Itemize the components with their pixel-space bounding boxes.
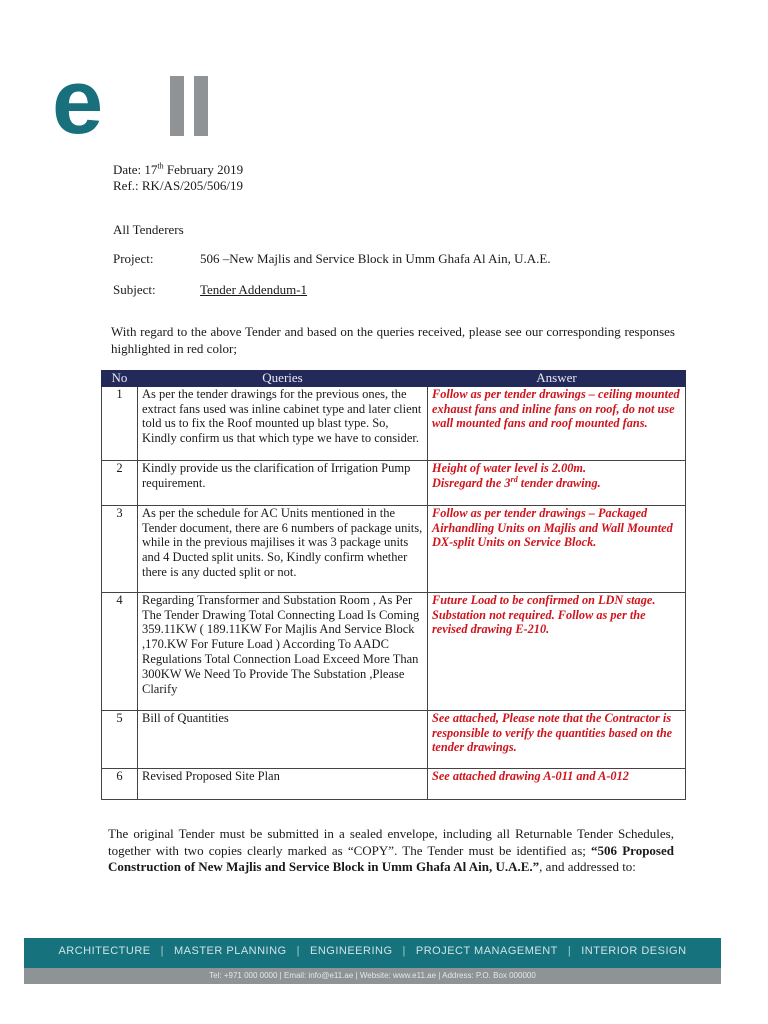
footer-service-interior-design: INTERIOR DESIGN <box>581 945 687 957</box>
table-row <box>102 505 686 592</box>
table-row <box>102 710 686 768</box>
letter-reference: Ref.: RK/AS/205/506/19 <box>113 178 244 193</box>
row-number: 5 <box>102 710 138 768</box>
letter-meta <box>113 162 243 194</box>
footer-banner <box>24 938 721 969</box>
footer-service-engineering: ENGINEERING <box>309 945 393 957</box>
addressee: All Tenderers <box>113 222 184 237</box>
footer-services <box>24 945 721 957</box>
project-label: Project: <box>113 251 154 266</box>
answer-cell: See attached, Please note that the Contractor is responsible to verify the quantities based on the tender drawings. <box>428 710 686 768</box>
table-header-row <box>102 371 686 387</box>
query-cell: As per the schedule for AC Units mentioned in the Tender document, there are 6 numbers of package units, while in the previous majilises it was 3 package units and 4 Ducted split units. So, Kindly confirm whether there is any ducted split or not. <box>138 505 428 592</box>
header-queries: Queries <box>138 371 428 387</box>
answer-cell: Height of water level is 2.00m. Disregard the 3rd tender drawing. <box>428 460 686 505</box>
letter-page: e Date: 17th February 2019 Ref.: RK/AS/205/506/19 All Tenderers Project: 506 –New Majlis and Service Block in Umm Ghafa Al Ain, U.A.E. Subject: Tender Addendum-1 With regard to the above Tender and based on the queries received, please see our corresponding responses highlighted in red color; No Queries Answer 1 As per the tender drawings for the previous ones, the extract fans used was inline cabinet type and later client told us to fix the Roof mounted up blast type. So, Kindly confirm us that which type we have to consider. Follow as per tender drawings – ceiling mounted exhaust fans and inline fans on roof, do not use wall mounted fans and roof mounted fans. 2 Kindly provide us the clarification of Irrigation Pump requirement. Height of water level is 2.00m. Disregard the 3rd tender drawing. 3 As per the schedule for AC Units mentioned in the Tender document, there are 6 numbers of package units, while in the previous majilises it was 3 package units and 4 Ducted split units. So, Kindly confirm whether there is any ducted split or not. Follow as per tender drawings – Packaged Airhandling Units on Majlis and Wall Mounted DX-split Units on Service Block. 4 Regarding Transformer and Substation Room , As Per The Tender Drawing Total Connecting Load Is Coming 359.11KW ( 189.11KW For Majlis And Service Block ,170.KW For Future Load ) According To AADC Regulations Total Connection Load Exceed More Than 300KW We Need To Provide The Substation ,Please Clarify Future Load to be confirmed on LDN stage. Substation not required. Follow as per the revised drawing E-210. 5 Bill of Quantities See attached, Please note that the Contractor is responsible to verify the quantities based on the tender drawings. 6 Revised Proposed Site Plan See attached drawing A-011 and A-012 The original Tender must be submitted in a sealed envelope, including all Returnable Tender Schedules, together with two copies clearly marked as “COPY”. The Tender must be identified as; “506 Proposed Construction of New Majlis and Service Block in Umm Ghafa Al Ain, U.A.E.”, and addressed to: ARCHITECTURE | MASTER PLANNING | ENGINEERING | PROJECT MANAGEMENT | INTERIOR DESIGN Tel: +971 000 0000 | Email: info@e11.ae | Website: www.e11.ae | Address: P.O. Box 000000 <box>0 0 768 1024</box>
closing-paragraph: The original Tender must be submitted in a sealed envelope, including all Returnable Tender Schedules, together with two copies clearly marked as “COPY”. The Tender must be identified as; “506 Proposed Construction of New Majlis and Service Block in Umm Ghafa Al Ain, U.A.E.”, and addressed to: <box>108 826 674 874</box>
query-cell: Regarding Transformer and Substation Room , As Per The Tender Drawing Total Connecting Load Is Coming 359.11KW ( 189.11KW For Majlis And Service Block ,170.KW For Future Load ) According To AADC Regulations Total Connection Load Exceed More Than 300KW We Need To Provide The Substation ,Please Clarify <box>138 592 428 710</box>
intro-paragraph: With regard to the above Tender and based on the queries received, please see our corresponding responses highlighted in red color; <box>111 324 675 356</box>
subject-label: Subject: <box>113 282 156 297</box>
footer-separator: | <box>402 945 406 957</box>
answer-cell: Follow as per tender drawings – ceiling mounted exhaust fans and inline fans on roof, do not use wall mounted fans and roof mounted fans. <box>428 386 686 460</box>
row-number: 6 <box>102 768 138 799</box>
project-value: 506 –New Majlis and Service Block in Umm Ghafa Al Ain, U.A.E. <box>200 251 551 266</box>
query-cell: Revised Proposed Site Plan <box>138 768 428 799</box>
subject-value: Tender Addendum-1 <box>200 282 308 297</box>
row-number: 4 <box>102 592 138 710</box>
table-row <box>102 768 686 799</box>
answer-cell: Future Load to be confirmed on LDN stage. Substation not required. Follow as per the revised drawing E-210. <box>428 592 686 710</box>
footer-contact-strip: Tel: +971 000 0000 | Email: info@e11.ae | Website: www.e11.ae | Address: P.O. Box 000000 <box>24 968 721 984</box>
row-number: 2 <box>102 460 138 505</box>
table-row <box>102 460 686 505</box>
query-cell: Kindly provide us the clarification of Irrigation Pump requirement. <box>138 460 428 505</box>
footer-service-master-planning: MASTER PLANNING <box>173 945 287 957</box>
answer-cell: Follow as per tender drawings – Packaged Airhandling Units on Majlis and Wall Mounted DX-split Units on Service Block. <box>428 505 686 592</box>
query-cell: As per the tender drawings for the previous ones, the extract fans used was inline cabinet type and later client told us to fix the Roof mounted up blast type. So, Kindly confirm us that which type we have to consider. <box>138 386 428 460</box>
letter-date: Date: 17th February 2019 <box>113 161 244 177</box>
footer-separator: | <box>160 945 164 957</box>
footer-service-project-management: PROJECT MANAGEMENT <box>415 945 558 957</box>
row-number: 1 <box>102 386 138 460</box>
query-cell: Bill of Quantities <box>138 710 428 768</box>
queries-table <box>101 370 686 800</box>
header-no: No <box>102 371 138 387</box>
footer-separator: | <box>296 945 300 957</box>
table-row <box>102 592 686 710</box>
row-number: 3 <box>102 505 138 592</box>
answer-cell: See attached drawing A-011 and A-012 <box>428 768 686 799</box>
header-answer: Answer <box>428 371 686 387</box>
table-row <box>102 386 686 460</box>
footer-service-architecture: ARCHITECTURE <box>58 945 151 957</box>
footer-separator: | <box>567 945 572 957</box>
